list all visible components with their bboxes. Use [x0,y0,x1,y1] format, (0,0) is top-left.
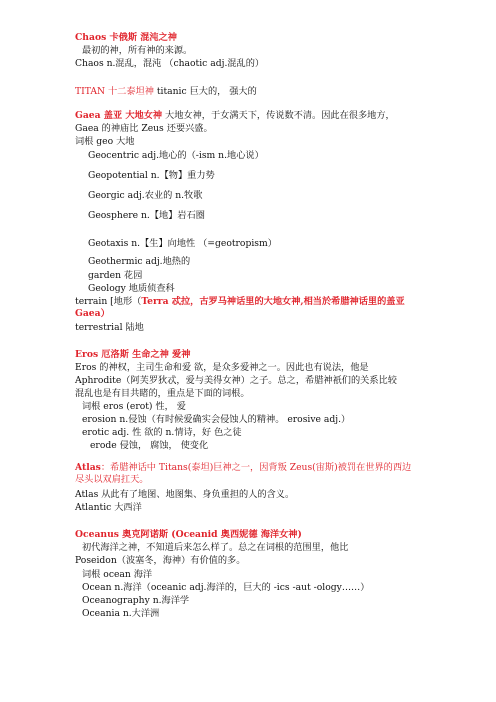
chaos-word: Chaos n.混乱，混沌 （chaotic adj.混乱的） [75,58,265,69]
chaos-heading: Chaos 卡俄斯 混沌之神 [75,32,177,43]
gaea-heading: Gaea 盖亚 大地女神 [75,110,163,121]
ocean-root: 词根 ocean 海洋 [82,569,153,580]
gaea-temple-note: Gaea 的神庙比 Zeus 还要兴盛。 [75,123,213,134]
geo-word-garden: garden 花园 [88,270,143,281]
oceanus-heading: Oceanus 奥克阿诺斯 (Oceanid 奥西妮德 海洋女神) [75,529,302,540]
atlas-meaning: Atlas 从此有了地图、地图集、身负重担的人的含义。 [75,489,295,500]
atlantic-word: Atlantic 大西洋 [75,502,142,513]
geo-word-geosphere: Geosphere n.【地】岩石圈 [88,210,205,221]
titan-heading: TITAN 十二泰坦神 [75,86,154,97]
geo-word-geothermic: Geothermic adj.地热的 [88,256,191,267]
geo-word-geopotential: Geopotential n.【物】重力势 [88,170,215,181]
oceanus-description-1: 初代海洋之神，不知道后来怎么样了。总之在词根的范围里，他比 [82,542,349,553]
terra-note: Terra 忒拉，古罗马神话里的大地女神,相当於希腊神话里的盖亚 Gaea） [75,296,405,319]
chaos-description: 最初的神，所有神的来源。 [82,45,193,56]
geo-word-geocentric: Geocentric adj.地心的（-ism n.地心说） [88,150,264,161]
eros-word-erosion: erosion n.侵蚀（有时候爱确实会侵蚀人的精神。 erosive adj.） [82,414,351,425]
geo-root: 词根 geo 大地 [75,136,135,147]
geo-word-georgic: Georgic adj.农业的 n.牧歌 [88,190,203,201]
terrain-entry [75,296,420,320]
eros-word-erode: erode 侵蚀， 腐蚀， 使变化 [90,440,209,451]
atlas-entry [75,462,420,486]
ocean-word-oceania: Oceania n.大洋洲 [82,608,160,619]
oceanus-description-2: Poseidon（波塞冬，海神）有价值的多。 [75,555,246,566]
titan-line [75,86,257,98]
terrestrial-word: terrestrial 陆地 [75,322,144,333]
eros-heading: Eros 厄洛斯 生命之神 爱神 [75,349,191,360]
ocean-word-ocean: Ocean n.海洋（oceanic adj.海洋的，巨大的 -ics -aut -ology……） [82,582,370,593]
titan-word: titanic 巨大的， 强大的 [153,86,257,97]
gaea-description: 大地女神，于女满天下，传说数不清。因此在很多地方， [162,110,395,121]
eros-root: 词根 eros (erot) 性， 爱 [82,401,186,412]
eros-description-1: Eros 的神权，主司生命和爱 欲，是众多爱神之一。因此也有说法，他是 [75,362,369,373]
atlas-heading: Atlas [75,462,101,473]
geo-word-geotaxis: Geotaxis n.【生】向地性 （=geotropism） [88,238,277,249]
eros-description-3: 混乱也是有目共睹的，重点是下面的词根。 [75,388,250,399]
eros-description-2: Aphrodite（阿芙罗狄忒，爱与美得女神）之子。总之，希腊神祇们的关系比较 [75,375,397,386]
geo-word-geology: Geology 地质侦查科 [88,283,175,294]
terrain-word: terrain [地形（ [75,296,142,307]
gaea-line [75,110,395,122]
ocean-word-oceanography: Oceanography n.海洋学 [82,595,190,606]
eros-word-erotic: erotic adj. 性 欲的 n.情诗，好 色之徒 [82,427,242,438]
atlas-description: ：希腊神话中 Titans(泰坦)巨神之一，因背叛 Zeus(宙斯)被罚在世界的西边尽头以双肩扛天。 [75,462,412,485]
